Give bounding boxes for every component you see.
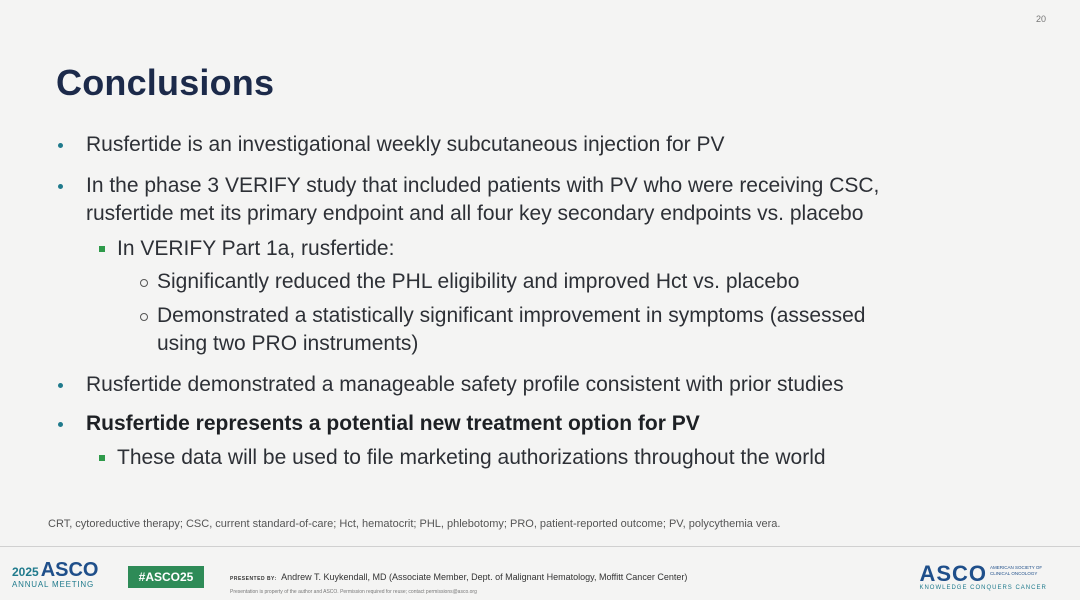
bullet-dot-icon: [58, 383, 63, 388]
bullet-dot-icon: [58, 422, 63, 427]
bullet-text: Rusfertide represents a potential new treatment option for PV: [86, 412, 700, 435]
asco-annual-meeting-logo: [12, 559, 99, 589]
sub-sub-bullet-item: [157, 268, 799, 296]
meeting-org: ASCO: [40, 559, 99, 581]
slide-title: Conclusions: [56, 62, 275, 103]
page-number: 20: [1035, 14, 1046, 24]
bullet-text: rusfertide met its primary endpoint and all four key secondary endpoints vs. placebo: [86, 202, 864, 225]
meeting-label: ANNUAL MEETING: [12, 580, 95, 589]
square-bullet-icon: [99, 455, 105, 461]
sub-bullet-item: [117, 235, 394, 263]
bullet-item-emphasis: [86, 410, 700, 438]
bullet-text: using two PRO instruments): [157, 332, 419, 355]
bullet-text: Rusfertide demonstrated a manageable safety profile consistent with prior studies: [86, 373, 844, 396]
hashtag-badge: #ASCO25: [128, 566, 204, 588]
asco-wordmark: ASCO: [919, 561, 987, 586]
bullet-item: [86, 131, 725, 159]
presenter-name: Andrew T. Kuykendall, MD (Associate Member, Dept. of Malignant Hematology, Moffitt Cancer Center): [281, 572, 688, 582]
sub-bullet-item: [117, 444, 826, 472]
footnote-abbreviations: CRT, cytoreductive therapy; CSC, current standard-of-care; Hct, hematocrit; PHL, phlebotomy; PRO, patient-reported outcome; PV, polycythemia vera.: [48, 518, 781, 530]
bullet-dot-icon: [58, 143, 63, 148]
bullet-text: These data will be used to file marketing authorizations throughout the world: [117, 446, 826, 469]
bullet-text: In VERIFY Part 1a, rusfertide:: [117, 237, 395, 260]
bullet-text: Demonstrated a statistically significant improvement in symptoms (assessed: [157, 304, 866, 327]
asco-tagline: KNOWLEDGE CONQUERS CANCER: [919, 585, 1047, 591]
slide-footer: [0, 546, 1080, 600]
square-bullet-icon: [99, 246, 105, 252]
sub-sub-bullet-item: [157, 302, 865, 358]
bullet-dot-icon: [58, 184, 63, 189]
meeting-year: 2025: [12, 565, 39, 579]
bullet-text: Rusfertide is an investigational weekly subcutaneous injection for PV: [86, 133, 725, 156]
presenter-info: [230, 567, 687, 595]
bullet-text: Significantly reduced the PHL eligibility and improved Hct vs. placebo: [157, 270, 800, 293]
circle-bullet-icon: [140, 279, 148, 287]
bullet-text: In the phase 3 VERIFY study that included patients with PV who were receiving CSC,: [86, 174, 880, 197]
asco-logo: [919, 561, 1052, 591]
asco-society-name: AMERICAN SOCIETY OF CLINICAL ONCOLOGY: [990, 565, 1043, 576]
copyright-notice: Presentation is property of the author and ASCO. Permission required for reuse; contact permissions@asco.org: [230, 589, 477, 595]
presenter-label: PRESENTED BY:: [230, 576, 277, 582]
bullet-item: [86, 172, 879, 228]
bullet-item: [86, 371, 844, 399]
circle-bullet-icon: [140, 313, 148, 321]
